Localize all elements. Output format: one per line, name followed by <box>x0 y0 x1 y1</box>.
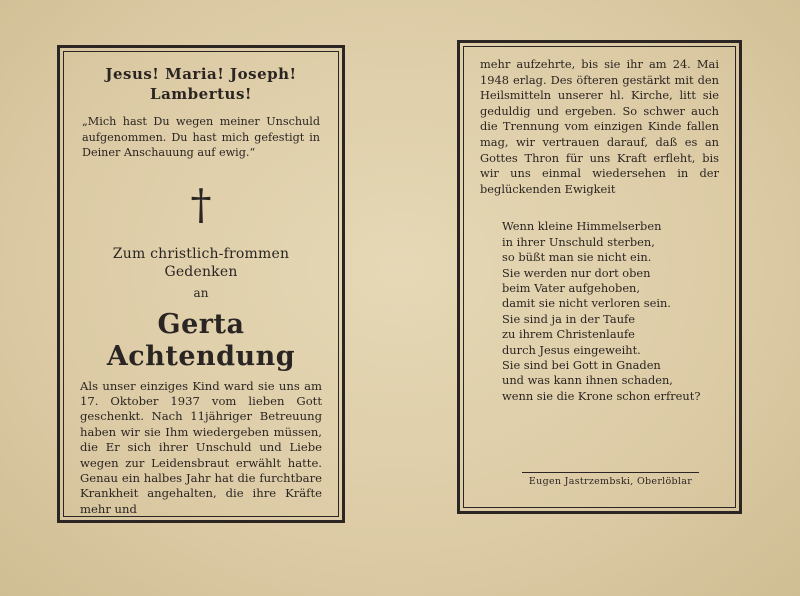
scripture-quote: „Mich hast Du wegen meiner Unschuld aufgenommen. Du hast mich gefestigt in Deiner Anschauung auf ewig.“ <box>82 115 320 159</box>
right-panel <box>457 40 742 514</box>
memorial-an: an <box>193 285 209 300</box>
poem-line: in ihrer Unschuld sterben, <box>502 234 655 249</box>
poem-line: und was kann ihnen schaden, <box>502 373 673 388</box>
poem-line: Wenn kleine Himmelserben <box>502 219 662 234</box>
left-panel <box>57 45 345 523</box>
invocation-lambertus: Lambertus! <box>150 85 252 103</box>
poem-line: damit sie nicht verloren sein. <box>502 296 671 311</box>
deceased-name: Gerta Achtendung <box>106 308 296 372</box>
poem-line: durch Jesus eingeweiht. <box>502 342 641 357</box>
biography-text: Als unser einziges Kind ward sie uns am 17. Oktober 1937 vom lieben Gott geschenkt. Nach 11jähriger Betreuung haben wir sie Ihm wiedergeben müssen, die Er sich ihrer Unschuld und Liebe wegen zur Leidensbraut erwählt hatte. Genau ein halbes Jahr hat die furchtbare Krankheit angehalten, die ihre Kräfte mehr und <box>80 378 322 516</box>
poem-line: Sie sind ja in der Taufe <box>502 311 635 326</box>
invocation-header: Jesus! Maria! Joseph! <box>105 65 297 83</box>
cross-icon: † <box>190 179 212 229</box>
poem-line: Sie sind bei Gott in Gnaden <box>502 358 661 372</box>
poem-line: wenn sie die Krone schon erfreut? <box>502 388 701 403</box>
printer-credit: Eugen Jastrzembski, Oberlöblar <box>522 472 699 487</box>
poem-line: zu ihrem Christenlaufe <box>502 327 635 342</box>
memorial-heading: Zum christlich-frommen Gedenken <box>112 245 290 280</box>
poem-line: so büßt man sie nicht ein. <box>502 250 652 265</box>
poem-line: Sie werden nur dort oben <box>502 265 651 280</box>
poem-line: beim Vater aufgehoben, <box>502 280 641 295</box>
poem <box>502 219 723 404</box>
biography-continued-text: mehr aufzehrte, bis sie ihr am 24. Mai 1948 erlag. Des öfteren gestärkt mit den Heilsmitteln unserer hl. Kirche, litt sie geduldig und ergeben. So schwer auch die Trennung vom einzigen Kinde fallen mag, wir vertrauen darauf, daß es an Gottes Thron für uns Kraft erfleht, bis wir uns einmal wiedersehen in der beglückenden Ewigkeit <box>480 57 719 196</box>
